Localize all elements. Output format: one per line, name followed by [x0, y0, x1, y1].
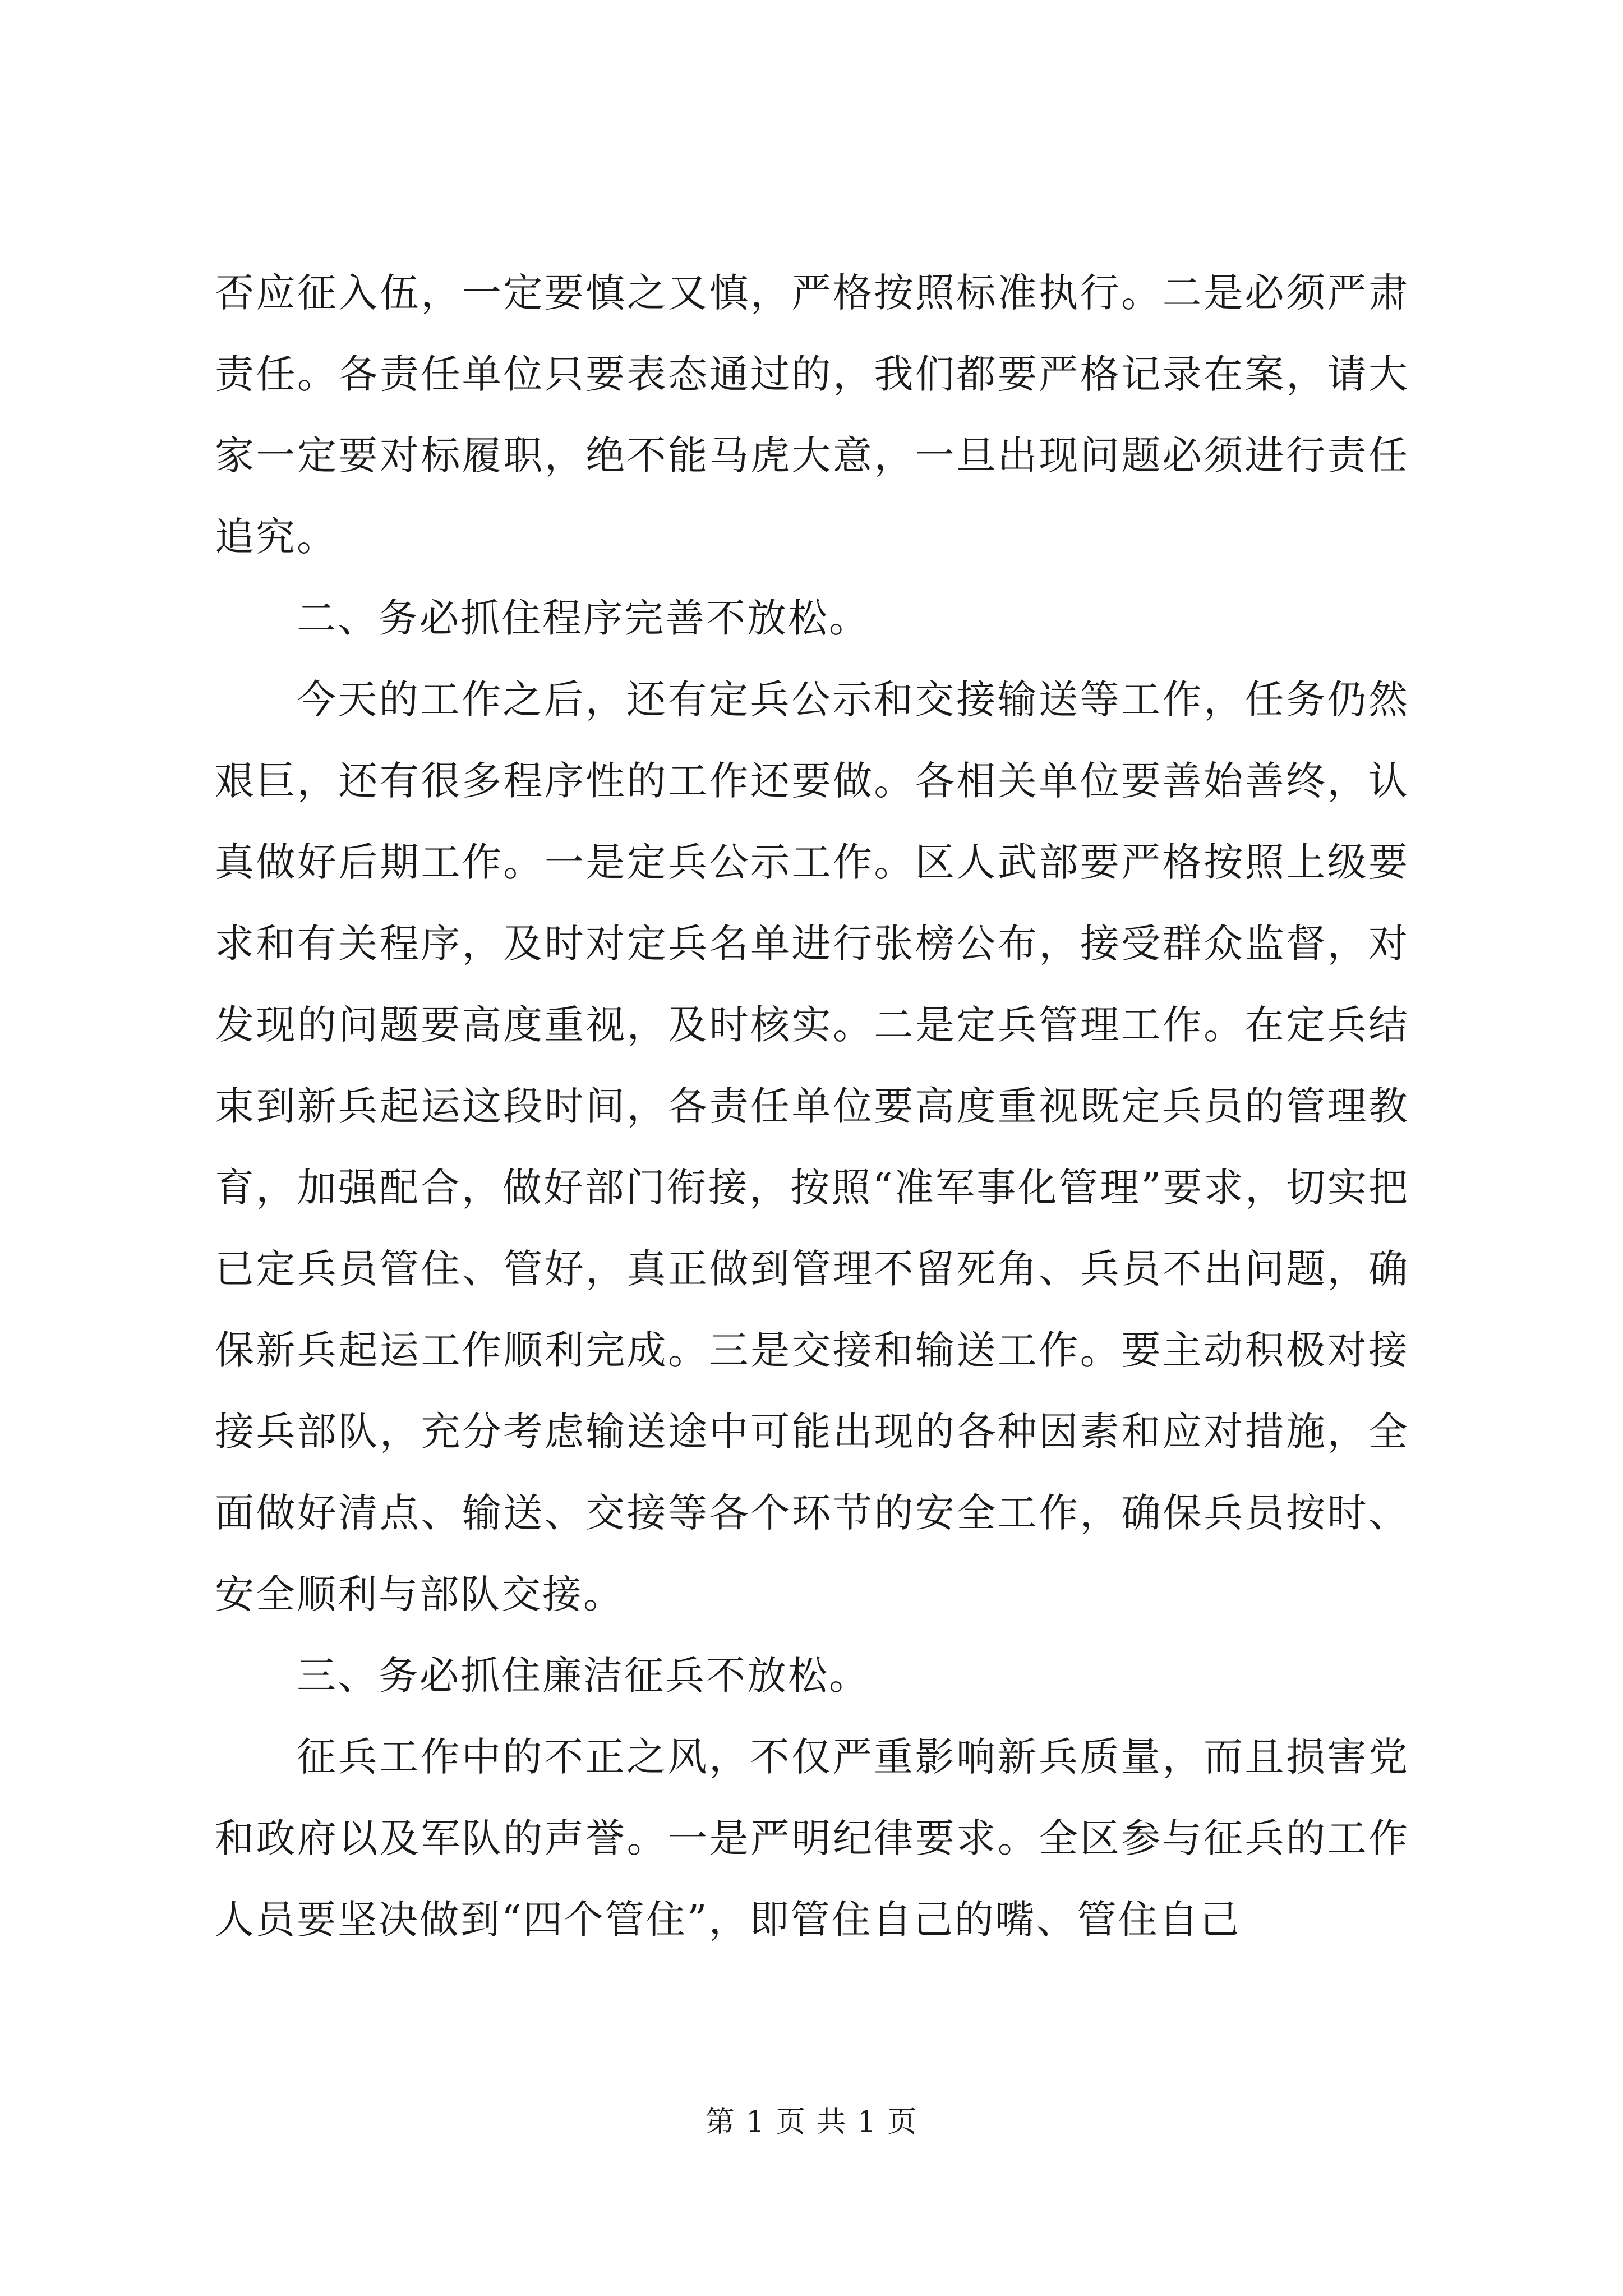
- document-body: [215, 252, 1409, 1961]
- paragraph-5: 征兵工作中的不正之风，不仅严重影响新兵质量，而且损害党和政府以及军队的声誉。一是严明纪律要求。全区参与征兵的工作人员要坚决做到“四个管住”，即管住自己的嘴、管住自己: [215, 1734, 1409, 1943]
- page-footer: 第 1 页 共 1 页: [705, 2105, 918, 2139]
- paragraph-3: 今天的工作之后，还有定兵公示和交接输送等工作，任务仍然艰巨，还有很多程序性的工作还要做。各相关单位要善始善终，认真做好后期工作。一是定兵公示工作。区人武部要严格按照上级要求和有关程序，及时对定兵名单进行张榜公布，接受群众监督，对发现的问题要高度重视，及时核实。二是定兵管理工作。在定兵结束到新兵起运这段时间，各责任单位要高度重视既定兵员的管理教育，加强配合，做好部门衔接，按照“准军事化管理”要求，切实把已定兵员管住、管好，真正做到管理不留死角、兵员不出问题，确保新兵起运工作顺利完成。三是交接和输送工作。要主动积极对接接兵部队，充分考虑输送途中可能出现的各种因素和应对措施，全面做好清点、输送、交接等各个环节的安全工作，确保兵员按时、安全顺利与部队交接。: [215, 677, 1409, 1617]
- section-heading-2: 二、务必抓住程序完善不放松。: [297, 595, 870, 641]
- section-heading-3: 三、务必抓住廉洁征兵不放松。: [297, 1653, 870, 1699]
- paragraph-1: 否应征入伍，一定要慎之又慎，严格按照标准执行。二是必须严肃责任。各责任单位只要表态通过的，我们都要严格记录在案，请大家一定要对标履职，绝不能马虎大意，一旦出现问题必须进行责任追究。: [215, 270, 1409, 560]
